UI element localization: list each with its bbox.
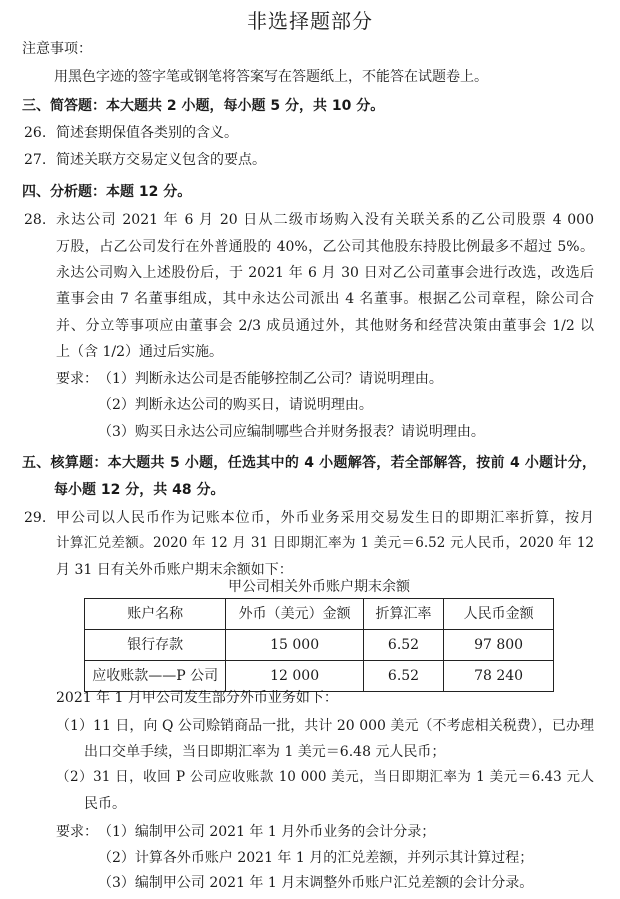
table-row	[85, 661, 554, 692]
table-header-cell: 外币（美元）金额	[226, 599, 363, 630]
table-cell: 6.52	[363, 630, 443, 661]
section5-heading-cont: 每小题 12 分，共 48 分。	[54, 482, 225, 498]
q28-requirement-2: （2）判断永达公司的购买日，请说明理由。	[98, 397, 373, 413]
after-table-text: 2021 年 1 月甲公司发生部分外币业务如下：	[56, 690, 338, 706]
section3-heading: 三、简答题：本大题共 2 小题，每小题 5 分，共 10 分。	[22, 98, 385, 114]
q26-number: 26.	[24, 125, 47, 141]
table-caption: 甲公司相关外币账户期末余额	[228, 579, 410, 595]
q28-requirement-1: （1）判断永达公司是否能够控制乙公司？请说明理由。	[98, 371, 443, 387]
q29-requirement-2: （2）计算各外币账户 2021 年 1 月的汇兑差额，并列示其计算过程；	[98, 850, 534, 866]
table-cell: 6.52	[363, 661, 443, 692]
q28-requirement-label: 要求：	[56, 371, 98, 387]
account-balance-table	[84, 598, 554, 692]
table-cell: 78 240	[444, 661, 554, 692]
q28-number: 28.	[24, 212, 47, 228]
q29-item-2: （2）31 日，收回 P 公司应收账款 10 000 美元，当日即期汇率为 1 美元＝6.43 元人	[56, 769, 594, 785]
q28-line: 永达公司购入上述股份后，于 2021 年 6 月 30 日对乙公司董事会进行改选，改选后	[56, 265, 594, 281]
q28-line: 万股，占乙公司发行在外普通股的 40%，乙公司其他股东持股比例最多不超过 5%。	[56, 239, 594, 255]
q27-text: 简述关联方交易定义包含的要点。	[56, 152, 266, 168]
table-cell: 97 800	[444, 630, 554, 661]
table-header-cell: 账户名称	[85, 599, 226, 630]
q28-line: 上（含 1/2）通过后实施。	[56, 344, 223, 360]
table-cell: 12 000	[226, 661, 363, 692]
q27-number: 27.	[24, 152, 47, 168]
table-header-row	[85, 599, 554, 630]
section4-heading: 四、分析题：本题 12 分。	[22, 184, 192, 200]
q29-requirement-3: （3）编制甲公司 2021 年 1 月末调整外币账户汇兑差额的会计分录。	[98, 875, 534, 891]
q29-item-2-cont: 民币。	[84, 796, 126, 812]
q29-line: 计算汇兑差额。2020 年 12 月 31 日即期汇率为 1 美元＝6.52 元人民币，2020 年 12	[56, 535, 594, 551]
table-cell: 银行存款	[85, 630, 226, 661]
notice-heading: 注意事项：	[22, 41, 92, 57]
page-title: 非选择题部分	[247, 9, 373, 33]
q29-requirement-1: （1）编制甲公司 2021 年 1 月外币业务的会计分录；	[98, 824, 436, 840]
q28-line: 董事会由 7 名董事组成，其中永达公司派出 4 名董事。根据乙公司章程，除公司合	[56, 291, 594, 307]
table-header-cell: 人民币金额	[444, 599, 554, 630]
q29-line: 甲公司以人民币作为记账本位币，外币业务采用交易发生日的即期汇率折算，按月	[56, 510, 594, 526]
q29-number: 29.	[24, 510, 47, 526]
table-header-cell: 折算汇率	[363, 599, 443, 630]
q29-line: 月 31 日有关外币账户期末余额如下：	[56, 562, 293, 578]
table-row	[85, 630, 554, 661]
q28-line: 永达公司 2021 年 6 月 20 日从二级市场购入没有关联关系的乙公司股票 4 000	[56, 212, 594, 228]
table-cell: 15 000	[226, 630, 363, 661]
q28-line: 并、分立等事项应由董事会 2/3 成员通过外，其他财务和经营决策由董事会 1/2 以	[56, 318, 594, 334]
q26-text: 简述套期保值各类别的含义。	[56, 125, 238, 141]
q28-requirement-3: （3）购买日永达公司应编制哪些合并财务报表？请说明理由。	[98, 424, 485, 440]
q29-item-1-cont: 出口交单手续，当日即期汇率为 1 美元＝6.48 元人民币；	[84, 744, 446, 760]
table-cell: 应收账款——P 公司	[85, 661, 226, 692]
notice-line: 用黑色字迹的签字笔或钢笔将答案写在答题纸上，不能答在试题卷上。	[54, 69, 488, 85]
q29-requirement-label: 要求：	[56, 824, 98, 840]
section5-heading: 五、核算题：本大题共 5 小题，任选其中的 4 小题解答，若全部解答，按前 4 小题计分，	[22, 455, 596, 471]
q29-item-1: （1）11 日，向 Q 公司赊销商品一批，共计 20 000 美元（不考虑相关税费），已办理	[56, 718, 594, 734]
